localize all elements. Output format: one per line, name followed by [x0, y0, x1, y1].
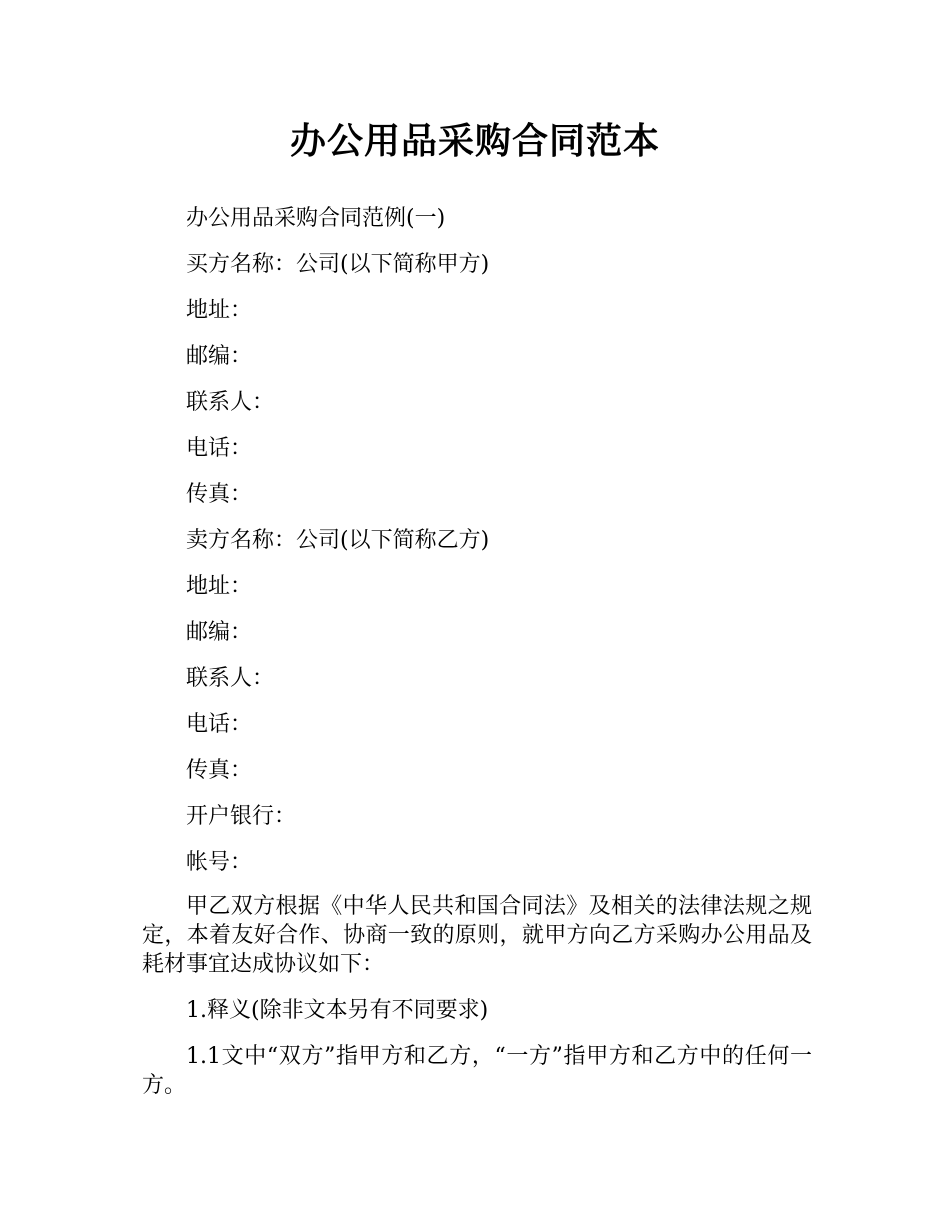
document-body	[142, 200, 812, 1117]
document-title: 办公用品采购合同范本	[289, 121, 660, 162]
buyer-fax-line: 传真：	[186, 482, 253, 507]
intro-paragraph: 甲乙双方根据《中华人民共和国合同法》及相关的法律法规之规定，本着友好合作、协商一致的原则，就甲方向乙方采购办公用品及耗材事宜达成协议如下：	[142, 894, 812, 977]
buyer-postcode-line: 邮编：	[186, 344, 253, 369]
seller-bank-line: 开户银行：	[186, 804, 297, 829]
clause-1-1: 1.1文中“双方”指甲方和乙方，“一方”指甲方和乙方中的任何一方。	[142, 1044, 812, 1098]
section-1-heading: 1.释义(除非文本另有不同要求)	[186, 998, 489, 1023]
seller-fax-line: 传真：	[186, 758, 253, 783]
seller-account-line: 帐号：	[186, 850, 253, 875]
seller-address-line: 地址：	[186, 574, 253, 599]
seller-phone-line: 电话：	[186, 712, 253, 737]
buyer-name-line: 买方名称：公司(以下简称甲方)	[186, 252, 490, 277]
contract-example-heading: 办公用品采购合同范例(一)	[186, 206, 446, 231]
buyer-contact-line: 联系人：	[186, 390, 275, 415]
seller-name-line: 卖方名称：公司(以下简称乙方)	[186, 528, 490, 553]
seller-contact-line: 联系人：	[186, 666, 275, 691]
seller-postcode-line: 邮编：	[186, 620, 253, 645]
buyer-address-line: 地址：	[186, 298, 253, 323]
buyer-phone-line: 电话：	[186, 436, 253, 461]
